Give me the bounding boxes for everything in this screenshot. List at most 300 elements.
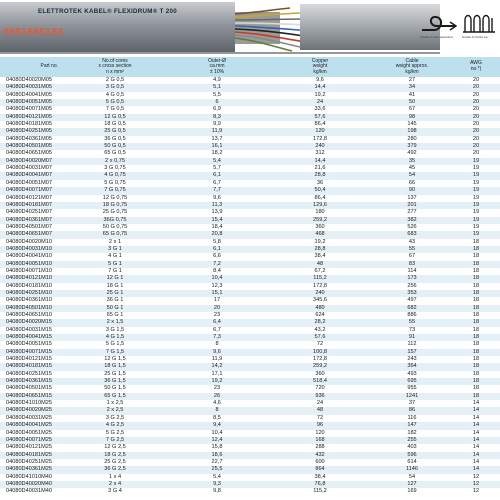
table-row [0,334,500,341]
table-cell: 26 [213,392,221,399]
table-cell: 13,7 [211,135,223,142]
table-cell: 1 x 2,5 [106,400,124,407]
table-cell: 2 G 0,5 [105,77,125,83]
cable-spec-table [0,57,500,500]
table-cell: 7 G 2,5 [105,436,125,443]
table-cell: 25 G 0,5 [104,128,126,135]
table-cell: 280 [407,135,417,142]
table-cell: 14 [472,407,480,414]
table-cell: 04080D40251M07 [6,209,53,216]
table-cell: 20 [472,77,480,83]
bending-icon [420,12,458,34]
table-cell: 2 x 1,5 [106,319,124,326]
table-cell: 65 G 1 [106,312,124,318]
table-cell: 5 G 0,75 [104,179,126,186]
table-cell: 14 [472,451,480,458]
table-cell: 5 G 1 [108,260,122,267]
table-cell: 518,4 [313,378,327,385]
table-cell: 04080D40651M05 [6,150,53,157]
table-row [0,99,500,106]
table-cell: 14,4 [314,157,326,164]
table-cell: 20 [472,113,480,120]
table-cell: 2 x 0,75 [105,157,125,164]
table-cell: 22,7 [211,458,223,465]
table-cell: 14 [472,466,480,473]
table-cell: 55 [408,319,416,326]
table-cell: 65 G 0,5 [104,150,126,157]
table-cell: 17 [213,297,221,304]
table-cell: 9,3 [213,480,221,487]
table-cell: 614 [407,458,417,465]
table-cell: 04080D40041M25 [6,422,53,429]
table-cell: 7,2 [213,260,221,267]
table-cell: 04080D40251M05 [6,128,53,135]
table-cell: 9,6 [316,77,324,83]
table-row [0,327,500,334]
table-cell: 7,7 [213,187,221,194]
table-cell: 04080D40031M25 [6,414,53,421]
table-cell: 4 G 1,5 [105,334,125,341]
table-row [0,195,500,202]
table-cell: 480 [315,304,325,311]
table-cell: 20 [472,121,480,128]
table-cell: 04080D41010M40 [6,473,53,480]
flexible-cable-icon [461,10,497,34]
table-cell: 468 [315,231,325,238]
table-cell: 04080D40031M07 [6,165,53,172]
table-cell: 38,4 [314,473,326,480]
table-cell: 17,1 [211,370,223,377]
table-cell: 04080D40020M05 [6,77,53,83]
table-cell: 9,9 [213,121,221,128]
table-cell: 04080D40121M05 [6,113,53,120]
table-cell: 14,2 [211,363,223,370]
table-cell: 5 G 0,5 [105,99,125,106]
table-cell: 18 [472,304,480,311]
table-cell: 12,3 [211,282,223,289]
table-cell: 9,8 [213,488,221,495]
table-cell: 19 [472,172,480,179]
table-cell: 86 [408,407,416,414]
table-cell: 115,2 [313,488,327,495]
table-row [0,180,500,187]
table-cell: 168 [315,436,325,443]
table-cell: 41 [408,91,416,98]
table-cell: 04080D40181M07 [6,201,53,208]
table-cell: 403 [407,444,417,451]
table-cell: 65 G 1,5 [104,392,126,399]
table-cell: 15,1 [211,289,223,296]
table-cell: 12 G 2,5 [104,444,126,451]
table-cell: 04080D40251M25 [6,458,53,465]
table-cell: 12,4 [211,436,223,443]
table-cell: 259,2 [313,216,327,223]
table-row [0,202,500,209]
table-row [0,84,500,91]
table-cell: 6,7 [213,179,221,186]
table-cell: 180 [315,209,325,216]
table-cell: 1 x 4 [108,473,122,480]
table-cell: 173 [407,275,417,282]
table-cell: 04080D40031M15 [6,326,53,333]
table-cell: 04080D40361M10 [6,297,53,304]
table-cell: 127 [407,480,417,487]
table-cell: 04080D40071M25 [6,436,53,443]
table-cell: 240 [315,289,325,296]
table-cell: 72 [316,341,324,348]
table-cell: 7 G 1,5 [105,348,125,355]
table-cell: 100,8 [313,348,327,355]
table-cell: 04080D40361M05 [6,135,53,142]
table-cell: 28,8 [314,172,326,179]
table-cell: 5 G 1,5 [105,341,125,348]
table-row [0,150,500,157]
column-header: Outer-Ø ca.mm ± 10% [207,57,227,75]
table-cell: 86,4 [314,121,326,128]
table-cell: 04080D40071M05 [6,106,53,113]
table-cell: 04080D40071M07 [6,187,53,194]
table-cell: 720 [315,385,325,392]
table-cell: 04080D40181M25 [6,451,53,458]
table-cell: 18 [472,245,480,252]
table-cell: 19,2 [314,238,326,245]
table-row [0,128,500,135]
table-cell: 38,4 [314,253,326,260]
table-cell: 259,2 [313,363,327,370]
table-cell: 15,8 [211,444,223,451]
column-header: Part no. [40,63,58,70]
table-row [0,319,500,326]
table-cell: 04080D40121M07 [6,194,53,201]
table-cell: 86,4 [314,194,326,201]
table-cell: 19 [472,223,480,230]
table-cell: 04080D40361M07 [6,216,53,223]
table-cell: 8 [215,407,219,414]
table-cell: 66 [408,179,416,186]
table-cell: 36 G 1 [106,297,124,304]
table-cell: 04080D40361M25 [6,466,53,473]
table-cell: 33,6 [314,106,326,113]
table-row [0,312,500,319]
table-row [0,430,500,437]
table-cell: 19 [472,231,480,238]
table-cell: 18,4 [211,223,223,230]
table-cell: 3 G 0,75 [104,165,126,172]
table-cell: 50 G 1 [106,304,124,311]
table-cell: 18,6 [211,451,223,458]
table-cell: 04080D40181M05 [6,121,53,128]
table-cell: 04080D40020M40 [6,480,53,487]
table-cell: 19,2 [314,91,326,98]
table-cell: 7,3 [213,334,221,341]
table-cell: 12 G 1 [106,275,124,282]
table-row [0,261,500,268]
table-cell: 353 [407,289,417,296]
table-cell: 2 x 2,5 [106,407,124,414]
table-row [0,363,500,370]
column-header: AWG no.*) [470,60,482,72]
table-cell: 120 [315,429,325,436]
table-cell: 18 G 2,5 [104,451,126,458]
table-cell: 23 [213,385,221,392]
table-cell: 28,8 [314,245,326,252]
column-header: Cable weight approx. kg/km [395,57,429,75]
table-cell: 157 [407,348,417,355]
table-cell: 19,2 [211,378,223,385]
table-header [0,57,500,77]
table-cell: 20 [213,304,221,311]
table-cell: 04080D40041M10 [6,253,53,260]
table-cell: 67,2 [314,267,326,274]
table-cell: 19 [472,157,480,164]
table-cell: 1241 [405,392,419,399]
table-row [0,239,500,246]
table-cell: 04080D40041M05 [6,91,53,98]
table-cell: 12 G 0,75 [102,194,128,201]
table-cell: 83 [408,260,416,267]
table-cell: 04080D40031M40 [6,488,53,495]
table-cell: 2 x 1 [108,238,122,245]
table-cell: 172,8 [313,135,327,142]
table-cell: 04080D40501M07 [6,223,53,230]
table-cell: 98 [408,113,416,120]
table-cell: 16,1 [211,143,223,150]
table-cell: 04080D40501M15 [6,385,53,392]
table-cell: 04080D40051M05 [6,99,53,106]
table-cell: 19 [472,209,480,216]
table-cell: 5,4 [213,473,221,480]
table-row [0,356,500,363]
table-cell: 6,9 [213,106,221,113]
table-cell: 147 [407,422,417,429]
table-cell: 04080D40031M10 [6,245,53,252]
table-cell: 18 G 1,5 [104,363,126,370]
brand-title: ELETTROTEK KABEL® FLEXIDRUM® T 200 [38,8,177,15]
product-header [0,0,500,57]
table-cell: 25 G 2,5 [104,458,126,465]
table-row [0,114,500,121]
table-row [0,275,500,282]
table-cell: 57,6 [314,113,326,120]
table-cell: 18 [472,312,480,318]
table-cell: 116 [407,414,417,421]
table-row [0,106,500,113]
table-cell: 28,2 [314,319,326,326]
table-cell: 65 G 0,75 [102,231,128,238]
table-cell: 67 [408,253,416,260]
bending-icon-label: Suitable for chain applications [420,36,454,39]
table-cell: 8 [215,341,219,348]
table-cell: 14 [472,422,480,429]
table-cell: 20 [472,99,480,106]
table-cell: 10,4 [211,275,223,282]
table-cell: 04080D41010M25 [6,400,53,407]
table-cell: 18 [472,319,480,326]
table-cell: 72 [316,414,324,421]
table-cell: 04080D40651M15 [6,392,53,399]
table-cell: 37 [408,400,416,407]
table-cell: 54 [408,172,416,179]
flexible-cable-icon-label: Suitable for flexible use [462,36,488,39]
table-cell: 04080D40121M15 [6,356,53,363]
table-row [0,459,500,466]
table-row [0,341,500,348]
table-cell: 20 [472,150,480,157]
table-cell: 115,2 [313,275,327,282]
table-cell: 596 [407,451,417,458]
table-cell: 4 G 2,5 [105,422,125,429]
table-cell: 18 [472,253,480,260]
table-cell: 20 [472,143,480,150]
table-cell: 04080D40051M10 [6,260,53,267]
table-cell: 14 [472,414,480,421]
table-cell: 12 G 0,5 [104,113,126,120]
table-cell: 18 [472,334,480,341]
table-cell: 18 G 0,5 [104,121,126,128]
table-cell: 36G 0,75 [103,216,127,223]
table-cell: 57,6 [314,334,326,341]
table-cell: 50 [408,99,416,106]
table-cell: 624 [315,312,325,318]
table-cell: 76,8 [314,480,326,487]
table-row [0,488,500,495]
table-cell: 492 [407,150,417,157]
table-cell: 18 [472,378,480,385]
table-cell: 7 G 1 [108,267,122,274]
table-cell: 04080D40181M15 [6,363,53,370]
table-row [0,415,500,422]
table-cell: 600 [315,458,325,465]
table-cell: 18 [472,356,480,363]
column-header: Copper weight kg/km [311,57,329,75]
table-cell: 4,9 [213,77,221,83]
table-cell: 14 [472,429,480,436]
table-cell: 19 [472,165,480,172]
table-row [0,283,500,290]
table-cell: 345,6 [313,297,327,304]
table-cell: 172,8 [313,356,327,363]
table-cell: 13,9 [211,209,223,216]
table-cell: 2 x 4 [108,480,122,487]
table-cell: 50,4 [314,187,326,194]
table-cell: 14 [472,436,480,443]
table-cell: 04080D40071M10 [6,267,53,274]
table-row [0,158,500,165]
table-cell: 18 [472,392,480,399]
table-cell: 6 [215,99,219,106]
table-cell: 19 [472,187,480,194]
table-cell: 23 [213,312,221,318]
table-cell: 18 [472,363,480,370]
table-cell: 312 [315,150,325,157]
table-row [0,481,500,488]
table-cell: 55 [408,245,416,252]
table-cell: 54 [408,473,416,480]
table-cell: 4 G 1 [108,253,122,260]
table-cell: 50 G 0,75 [102,223,128,230]
table-cell: 4 G 0,75 [104,172,126,179]
table-cell: 19 [472,216,480,223]
table-cell: 43 [408,238,416,245]
table-row [0,217,500,224]
table-row [0,437,500,444]
table-cell: 18 [472,341,480,348]
table-cell: 67 [408,106,416,113]
table-cell: 34 [408,84,416,91]
table-row [0,253,500,260]
table-cell: 4 G 0,5 [105,91,125,98]
table-row [0,349,500,356]
table-cell: 8,3 [213,113,221,120]
table-cell: 145 [407,121,417,128]
table-cell: 172,8 [313,282,327,289]
table-cell: 48 [316,260,324,267]
table-cell: 04080D40251M10 [6,289,53,296]
table-cell: 11,9 [211,128,223,135]
table-row [0,290,500,297]
table-cell: 04080D40031M05 [6,84,53,91]
table-cell: 18,2 [211,150,223,157]
table-cell: 11,9 [211,356,223,363]
table-cell: 379 [407,143,417,150]
table-cell: 682 [407,304,417,311]
table-cell: 48 [316,407,324,414]
table-cell: 25 G 0,75 [102,209,128,216]
table-cell: 04080D40071M15 [6,348,53,355]
table-cell: 1146 [405,466,419,473]
table-cell: 18 [472,326,480,333]
table-row [0,378,500,385]
table-cell: 18 [472,275,480,282]
table-row [0,297,500,304]
table-cell: 96 [316,422,324,429]
table-cell: 9,6 [213,348,221,355]
table-row [0,172,500,179]
table-cell: 27 [408,77,416,83]
table-cell: 18 [472,260,480,267]
table-row [0,400,500,407]
table-cell: 04080D40501M05 [6,143,53,150]
table-cell: 3 G 2,5 [105,414,125,421]
table-cell: 20 [472,135,480,142]
table-cell: 6,7 [213,326,221,333]
table-cell: 288 [315,444,325,451]
table-cell: 432 [315,451,325,458]
table-cell: 25 G 1,5 [104,370,126,377]
table-cell: 6,1 [213,245,221,252]
table-cell: 137 [407,194,417,201]
table-cell: 04080D40121M25 [6,444,53,451]
table-cell: 955 [407,385,417,392]
table-row [0,121,500,128]
table-cell: 8,5 [213,414,221,421]
table-cell: 5,5 [213,91,221,98]
table-cell: 21,6 [314,165,326,172]
table-cell: 73 [408,326,416,333]
table-row [0,187,500,194]
table-cell: 19 [472,201,480,208]
table-row [0,385,500,392]
table-body [0,77,500,496]
table-cell: 382 [407,216,417,223]
table-cell: 201 [407,201,417,208]
table-row [0,209,500,216]
table-cell: 12 [472,473,480,480]
table-cell: 12 G 1,5 [104,356,126,363]
table-row [0,246,500,253]
table-row [0,143,500,150]
table-cell: 15,4 [211,216,223,223]
